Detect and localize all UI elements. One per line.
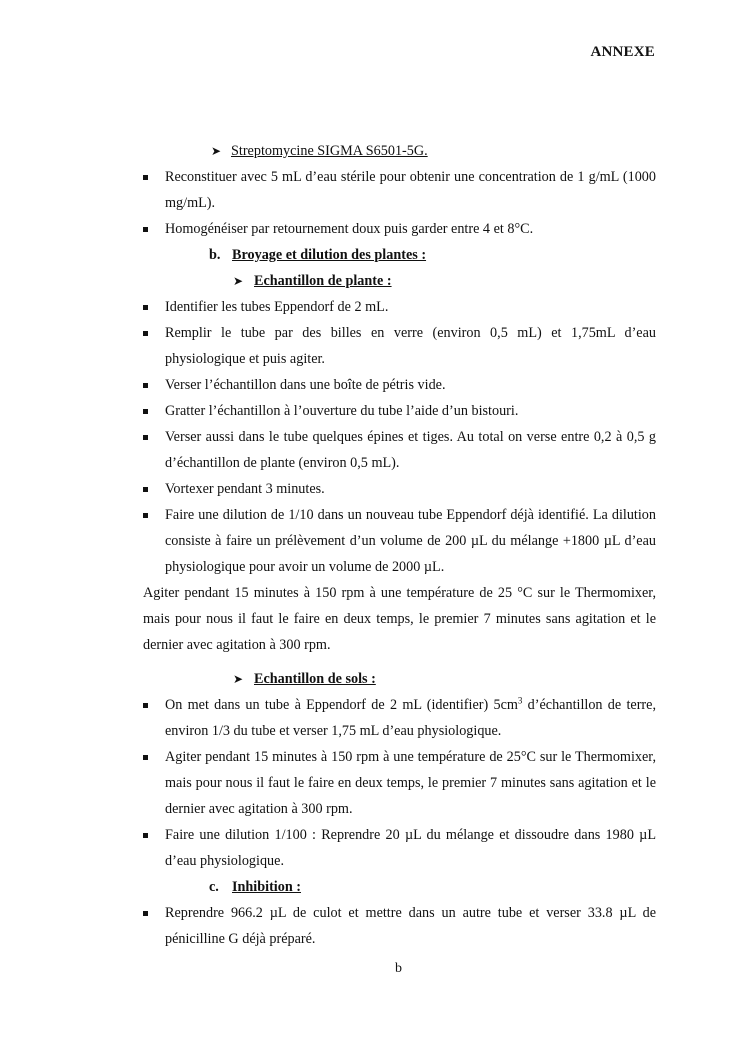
spacer bbox=[143, 658, 656, 666]
superscript: 3 bbox=[517, 695, 523, 706]
list-item bbox=[143, 900, 656, 952]
list-item bbox=[143, 372, 656, 398]
arrow-bullet-icon: ➤ bbox=[233, 274, 244, 288]
page-number: b bbox=[395, 961, 402, 976]
plante-paragraph: Agiter pendant 15 minutes à 150 rpm à une température de 25 °C sur le Thermomixer, mais pour nous il faut le faire en deux temps, le premier 7 minutes sans agitation et le dernier avec agitation à 300 rpm. bbox=[143, 585, 656, 653]
sols-title: Echantillon de sols : bbox=[254, 671, 376, 687]
square-bullet-icon bbox=[143, 487, 148, 492]
section-letter: c. bbox=[209, 879, 219, 895]
square-bullet-icon bbox=[143, 911, 148, 916]
square-bullet-icon bbox=[143, 331, 148, 336]
list-item bbox=[143, 744, 656, 822]
list-item-text: Agiter pendant 15 minutes à 150 rpm à une température de 25°C sur le Thermomixer, mais pour nous il faut le faire en deux temps, le premier 7 minutes sans agitation et le dernier avec agitation à 300 rpm. bbox=[165, 749, 656, 817]
plante-title: Echantillon de plante : bbox=[254, 273, 392, 289]
list-item bbox=[143, 822, 656, 874]
square-bullet-icon bbox=[143, 513, 148, 518]
sols-heading bbox=[143, 666, 656, 692]
list-item bbox=[143, 692, 656, 744]
arrow-bullet-icon: ➤ bbox=[211, 144, 222, 158]
list-item bbox=[143, 294, 656, 320]
list-item-text-before: On met dans un tube à Eppendorf de 2 mL (identifier) 5cm bbox=[165, 697, 518, 713]
square-bullet-icon bbox=[143, 833, 148, 838]
list-item-text: Vortexer pendant 3 minutes. bbox=[165, 481, 325, 497]
list-item-text: Faire une dilution 1/100 : Reprendre 20 µL du mélange et dissoudre dans 1980 µL d’eau physiologique. bbox=[165, 827, 656, 869]
list-item-text: Verser aussi dans le tube quelques épines et tiges. Au total on verse entre 0,2 à 0,5 g d’échantillon de plante (environ 0,5 mL). bbox=[165, 429, 656, 471]
page-header-title: ANNEXE bbox=[590, 44, 655, 60]
square-bullet-icon bbox=[143, 383, 148, 388]
list-item bbox=[143, 502, 656, 580]
list-item bbox=[143, 320, 656, 372]
list-item-text: Faire une dilution de 1/10 dans un nouveau tube Eppendorf déjà identifié. La dilution consiste à faire un prélèvement d’un volume de 200 µL du mélange +1800 µL d’eau physiologique pour avoir un volume de 2000 µL. bbox=[165, 507, 656, 575]
square-bullet-icon bbox=[143, 409, 148, 414]
section-b-title: Broyage et dilution des plantes : bbox=[232, 247, 427, 263]
square-bullet-icon bbox=[143, 435, 148, 440]
list-item bbox=[143, 216, 656, 242]
section-c-heading bbox=[143, 874, 656, 900]
square-bullet-icon bbox=[143, 227, 148, 232]
square-bullet-icon bbox=[143, 703, 148, 708]
document-body bbox=[143, 138, 656, 952]
section-letter: b. bbox=[209, 247, 221, 263]
list-item bbox=[143, 398, 656, 424]
list-item-text: Reprendre 966.2 µL de culot et mettre dans un autre tube et verser 33.8 µL de pénicilline G déjà préparé. bbox=[165, 905, 656, 947]
list-item bbox=[143, 476, 656, 502]
strepto-title: Streptomycine SIGMA S6501-5G. bbox=[231, 143, 428, 159]
square-bullet-icon bbox=[143, 175, 148, 180]
square-bullet-icon bbox=[143, 755, 148, 760]
section-c-title: Inhibition : bbox=[232, 879, 301, 895]
list-item-text: Reconstituer avec 5 mL d’eau stérile pour obtenir une concentration de 1 g/mL (1000 mg/mL). bbox=[165, 169, 656, 211]
list-item-text: Remplir le tube par des billes en verre (environ 0,5 mL) et 1,75mL d’eau physiologique et puis agiter. bbox=[165, 325, 656, 367]
list-item-text: Gratter l’échantillon à l’ouverture du tube l’aide d’un bistouri. bbox=[165, 403, 519, 419]
strepto-heading bbox=[143, 138, 656, 164]
list-item-text: Homogénéiser par retournement doux puis garder entre 4 et 8°C. bbox=[165, 221, 534, 237]
arrow-bullet-icon: ➤ bbox=[233, 672, 244, 686]
list-item-text: Identifier les tubes Eppendorf de 2 mL. bbox=[165, 299, 389, 315]
section-b-heading bbox=[143, 242, 656, 268]
square-bullet-icon bbox=[143, 305, 148, 310]
plante-heading bbox=[143, 268, 656, 294]
list-item bbox=[143, 164, 656, 216]
list-item bbox=[143, 424, 656, 476]
list-item-text: Verser l’échantillon dans une boîte de pétris vide. bbox=[165, 377, 446, 393]
list-item-text-after: d’échantillon de terre, environ 1/3 du tube et verser 1,75 mL d’eau physiologique. bbox=[165, 697, 656, 739]
